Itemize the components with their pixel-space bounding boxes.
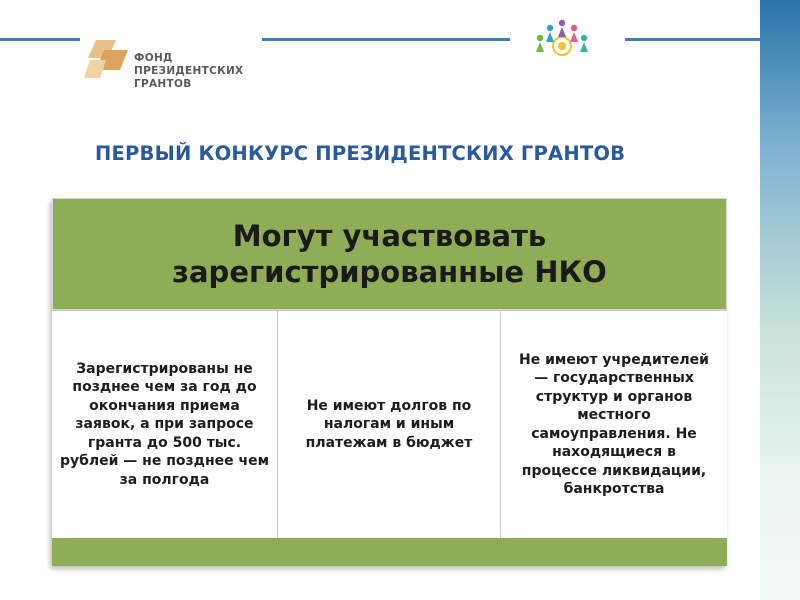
requirements-table — [52, 198, 727, 566]
table-cell — [278, 310, 501, 538]
decorative-side-strip — [760, 0, 800, 600]
table-cell-text: Зарегистрированы не позднее чем за год до окончания приема заявок, а при запросе гранта до 500 тыс. рублей — не позднее чем за полгода — [59, 360, 270, 488]
table-cell — [501, 310, 727, 538]
header-divider-line — [262, 38, 510, 41]
fund-logo — [82, 38, 262, 98]
logo-text-line: ФОНД — [134, 52, 173, 64]
table-cell-text: Не имеют учредителей — государственных структур и органов местного самоуправления. Не находящиеся в процессе ликвидации, банкротства — [519, 351, 709, 497]
table-footer-bar — [52, 538, 727, 566]
header-divider-line — [625, 38, 760, 41]
fund-logo-icon — [82, 38, 132, 80]
logo-text-line: ПРЕЗИДЕНТСКИХ — [134, 65, 244, 77]
header-divider-line — [0, 38, 80, 41]
page-title: ПЕРВЫЙ КОНКУРС ПРЕЗИДЕНТСКИХ ГРАНТОВ — [95, 142, 626, 165]
people-circle-emblem-icon — [530, 16, 594, 60]
table-cell-text: Не имеют долгов по налогам и иным платежам в бюджет — [305, 397, 473, 451]
table-columns — [52, 310, 727, 538]
logo-text-line: ГРАНТОВ — [134, 78, 192, 90]
table-header-text: Могут участвовать зарегистрированные НКО — [172, 219, 607, 289]
table-cell — [52, 310, 278, 538]
table-header — [52, 198, 727, 310]
